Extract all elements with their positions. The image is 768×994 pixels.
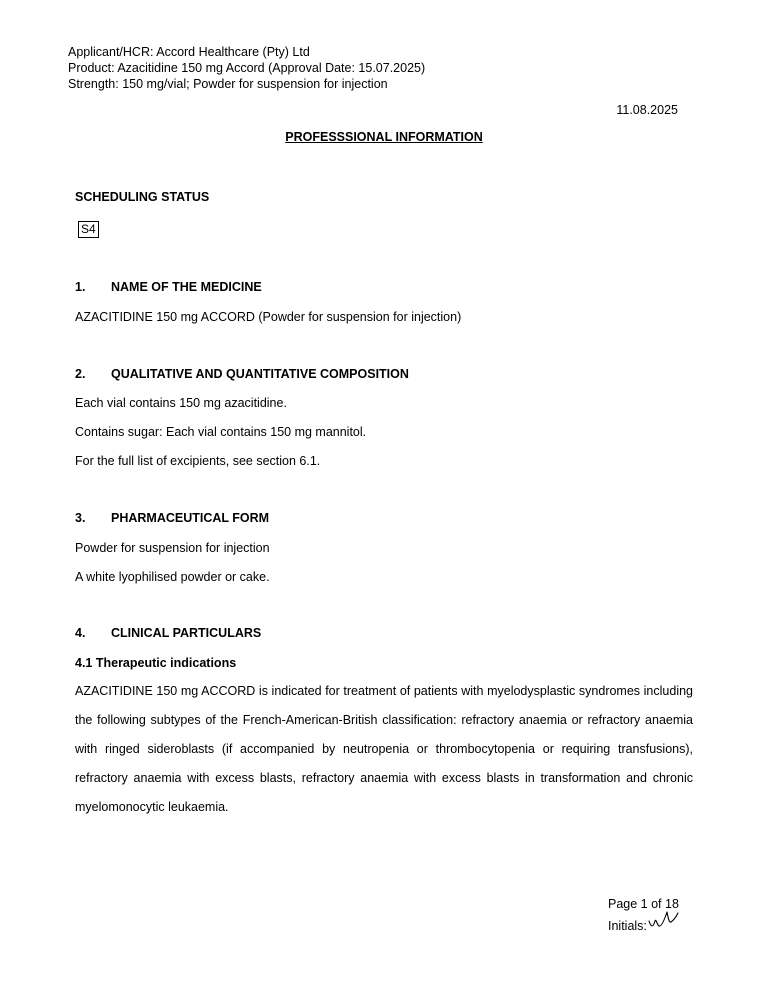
composition-line: Each vial contains 150 mg azacitidine. [75,396,287,410]
initials-label: Initials: [608,919,647,933]
subsection-heading: 4.1 Therapeutic indications [75,656,237,670]
scheduling-status-heading: SCHEDULING STATUS [75,190,210,204]
document-title: PROFESSSIONAL INFORMATION [285,130,483,144]
document-date: 11.08.2025 [616,103,678,117]
schedule-badge: S4 [78,221,99,238]
section-number: 1. [75,280,86,294]
section-2-heading [75,367,409,381]
form-line: A white lyophilised powder or cake. [75,570,270,584]
section-number: 4. [75,626,86,640]
composition-line: Contains sugar: Each vial contains 150 mg mannitol. [75,425,367,439]
section-title: PHARMACEUTICAL FORM [111,511,270,525]
page-number: Page 1 of 18 [608,897,679,911]
form-line: Powder for suspension for injection [75,541,270,555]
section-number: 2. [75,367,86,381]
section-1-heading [75,280,262,294]
section-title: NAME OF THE MEDICINE [111,280,262,294]
medicine-name: AZACITIDINE 150 mg ACCORD (Powder for suspension for injection) [75,310,462,324]
composition-line: For the full list of excipients, see section 6.1. [75,454,321,468]
section-4-heading [75,626,261,640]
section-number: 3. [75,511,86,525]
section-3-heading [75,511,269,525]
indications-paragraph: AZACITIDINE 150 mg ACCORD is indicated for treatment of patients with myelodysplastic syndromes including the following subtypes of the French-American-British classification: refractory anaemia or refractory anaemia with ringed sideroblasts (if accompanied by neutropenia or thrombocytopenia or requiring transfusions), refractory anaemia with excess blasts, refractory anaemia with excess blasts in transformation and chronic myelomonocytic leukaemia. [75,684,693,814]
initials-signature-icon [646,909,680,931]
applicant-line: Applicant/HCR: Accord Healthcare (Pty) Ltd [68,45,310,59]
section-title: CLINICAL PARTICULARS [111,626,262,640]
product-line: Product: Azacitidine 150 mg Accord (Approval Date: 15.07.2025) [68,61,426,75]
strength-line: Strength: 150 mg/vial; Powder for suspension for injection [68,77,388,91]
section-title: QUALITATIVE AND QUANTITATIVE COMPOSITION [111,367,409,381]
